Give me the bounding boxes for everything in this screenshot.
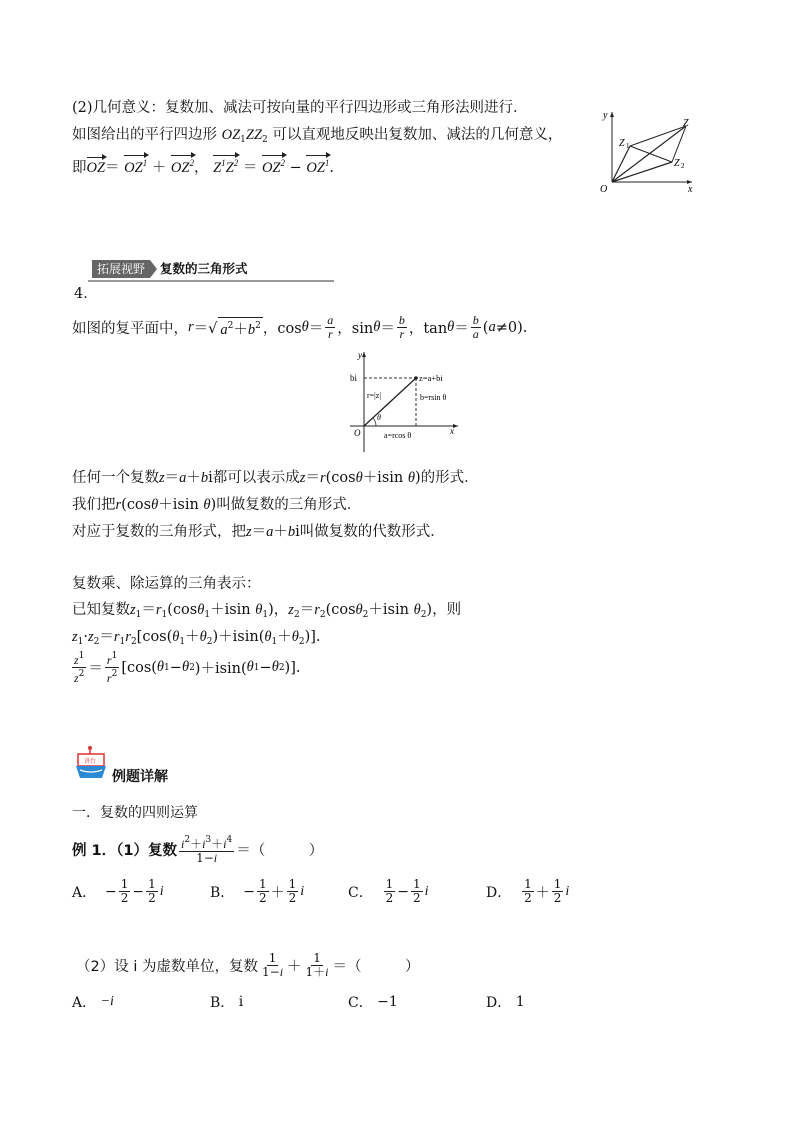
extension-tag: 拓展视野	[92, 260, 150, 278]
q2-option-c-value: −1	[377, 994, 398, 1010]
svg-text:1: 1	[626, 142, 630, 150]
fig1-edge-z1z	[630, 126, 686, 146]
fig2-point-label: z=a+bi	[419, 373, 443, 383]
fig2-bi-label: bi	[350, 373, 358, 383]
q2-option-a[interactable]	[72, 992, 114, 1012]
fig2-radius-line	[364, 378, 416, 426]
question-1-tail: ＝（ ）	[236, 843, 324, 859]
q1-option-c-label: C．	[348, 884, 373, 901]
q2-option-d-value: 1	[515, 994, 525, 1010]
fig2-r-label: r=|z|	[367, 391, 381, 400]
product-formula: $z_1\cdot z_2=r_1r_2[\cos(\theta_1+\theta_2)+isin(\theta_1+\theta_2)]$.	[72, 629, 321, 647]
fig2-y-label: y	[358, 350, 362, 360]
geometry-line-2-post: 可以直观地反映出复数加、减法的几何意义，	[267, 127, 563, 143]
extension-p2-post: 叫做复数的三角形式．	[216, 497, 362, 513]
question-2-pre: （2）设 i 为虚数单位，复数	[76, 959, 258, 975]
fig2-angle-arc	[373, 418, 376, 426]
extension-p4: 复数乘、除运算的三角表示：	[72, 576, 261, 592]
fig1-y-label: y	[603, 110, 608, 121]
extension-p2-pre: 我们把	[72, 497, 116, 513]
question-2-tail: ＝（ ）	[332, 959, 420, 975]
extension-p3-pre: 对应于复数的三角形式，把	[72, 524, 246, 540]
extension-intro-pre: 如图的复平面中，	[72, 321, 188, 337]
q2-option-d-label: D．	[486, 995, 512, 1011]
fig2-b-eq-label: b=rsin θ	[420, 393, 447, 402]
geometry-line-3: 即$OZ= OZ^1 + OZ^2$， $Z^1Z^2 = OZ^2 - OZ^1$.	[72, 158, 335, 176]
lectern-icon-label: 讲台	[84, 758, 97, 765]
extension-p1: 任何一个复数z＝a＋bi都可以表示成z＝r(cosθ＋isin θ)的形式．	[72, 470, 479, 486]
question-2: （2）设 i 为虚数单位，复数 $\frac{1}{1-i}$ ＋ $\frac{1}{1+i}$ ＝（ ）	[76, 951, 420, 979]
examples-header: 例题详解	[112, 769, 168, 785]
fig2-point	[414, 376, 418, 380]
parallelogram-figure	[592, 106, 702, 198]
q1-option-a[interactable]: A． − $\frac{1}{2}$ − $\frac{1}{2}$ i	[72, 877, 164, 905]
q2-option-a-value: −i	[100, 994, 114, 1009]
trig-form-figure	[330, 346, 462, 456]
extension-p1-mid: 都可以表示成	[212, 470, 300, 486]
q2-option-d[interactable]	[486, 992, 525, 1012]
extension-p2: 我们把r(cosθ＋isin θ)叫做复数的三角形式．	[72, 497, 362, 513]
q2-option-c[interactable]	[348, 992, 398, 1012]
question-1-label: 例 1．（1）复数	[72, 843, 177, 859]
question-1: 例 1．（1）复数 $\frac{i^2+i^3+i^4}{1-i}$ ＝（ ）	[72, 835, 324, 865]
extension-p1-post: 的形式．	[420, 470, 479, 486]
fig1-z2-label: Z	[674, 158, 680, 169]
geometry-line-2: 如图给出的平行四边形 $OZ_1ZZ_2$ 可以直观地反映出复数加、减法的几何意义，	[72, 127, 563, 145]
extension-p5: 已知复数$z_1=r_1(\cos\theta_1+isin$ $\theta_1$)，$z_2=r_2(\cos\theta_2+isin$ $\theta_2$)，则	[72, 602, 462, 620]
fig2-theta-label: θ	[377, 413, 381, 422]
q1-option-d-label: D．	[486, 884, 512, 901]
extension-p5-pre: 已知复数	[72, 602, 130, 618]
q1-option-d[interactable]: D． $\frac{1}{2}$ ＋ $\frac{1}{2}$ i	[486, 877, 570, 905]
quotient-formula: $\frac{z^1}{z^2}$ ＝ $\frac{r^1}{r^2}$ [cos( θ 1 − θ 2 )＋isin( θ 1 − θ 2 )].	[74, 651, 301, 685]
extension-p3-post: 叫做复数的代数形式．	[299, 524, 445, 540]
q2-option-a-label: A．	[72, 995, 97, 1011]
q1-option-b[interactable]: B． − $\frac{1}{2}$ ＋ $\frac{1}{2}$ i	[210, 877, 305, 905]
fig1-diagonal-z1z2	[630, 146, 672, 162]
q1-option-c[interactable]: C． $\frac{1}{2}$ − $\frac{1}{2}$ i	[348, 877, 429, 905]
svg-text:2: 2	[681, 162, 685, 170]
geometry-line-2-pre: 如图给出的平行四边形	[72, 127, 222, 143]
extension-p5-post: ，则	[432, 602, 462, 618]
fig2-origin-label: O	[354, 428, 361, 438]
fig1-x-label: x	[688, 184, 693, 195]
extension-p3: 对应于复数的三角形式，把z＝a＋bi叫做复数的代数形式．	[72, 524, 445, 540]
extension-banner	[88, 256, 334, 282]
q1-option-a-label: A．	[72, 884, 97, 901]
fig1-z-label: Z	[683, 118, 689, 129]
extension-title: 复数的三角形式	[160, 261, 248, 276]
fig2-x-label: x	[450, 426, 454, 436]
fig1-origin-label: O	[600, 184, 608, 195]
q2-option-b-value: i	[238, 994, 244, 1010]
q1-option-b-label: B．	[210, 884, 235, 901]
extension-intro: 如图的复平面中， r ＝√ $a^2+b^2$ ，cos θ ＝ $\frac{a}{r}$ ，sin θ ＝ $\frac{b}{r}$ ，tan θ ＝ $\frac{b}{a}$ ( a ≠0).	[72, 313, 528, 341]
q2-option-c-label: C．	[348, 995, 373, 1011]
fig1-z1-label: Z	[619, 138, 625, 149]
geometry-line-3-pre: 即	[72, 160, 87, 176]
extension-number: 4．	[74, 286, 98, 302]
q2-option-b-label: B．	[210, 995, 235, 1011]
fig2-a-eq-label: a=rcos θ	[384, 431, 412, 440]
geometry-line-1: (2)几何意义：复数加、减法可按向量的平行四边形或三角形法则进行．	[72, 100, 528, 116]
lectern-icon	[72, 744, 112, 782]
q2-option-b[interactable]	[210, 992, 243, 1012]
examples-section: 一．复数的四则运算	[72, 805, 198, 821]
extension-p1-pre: 任何一个复数	[72, 470, 159, 486]
